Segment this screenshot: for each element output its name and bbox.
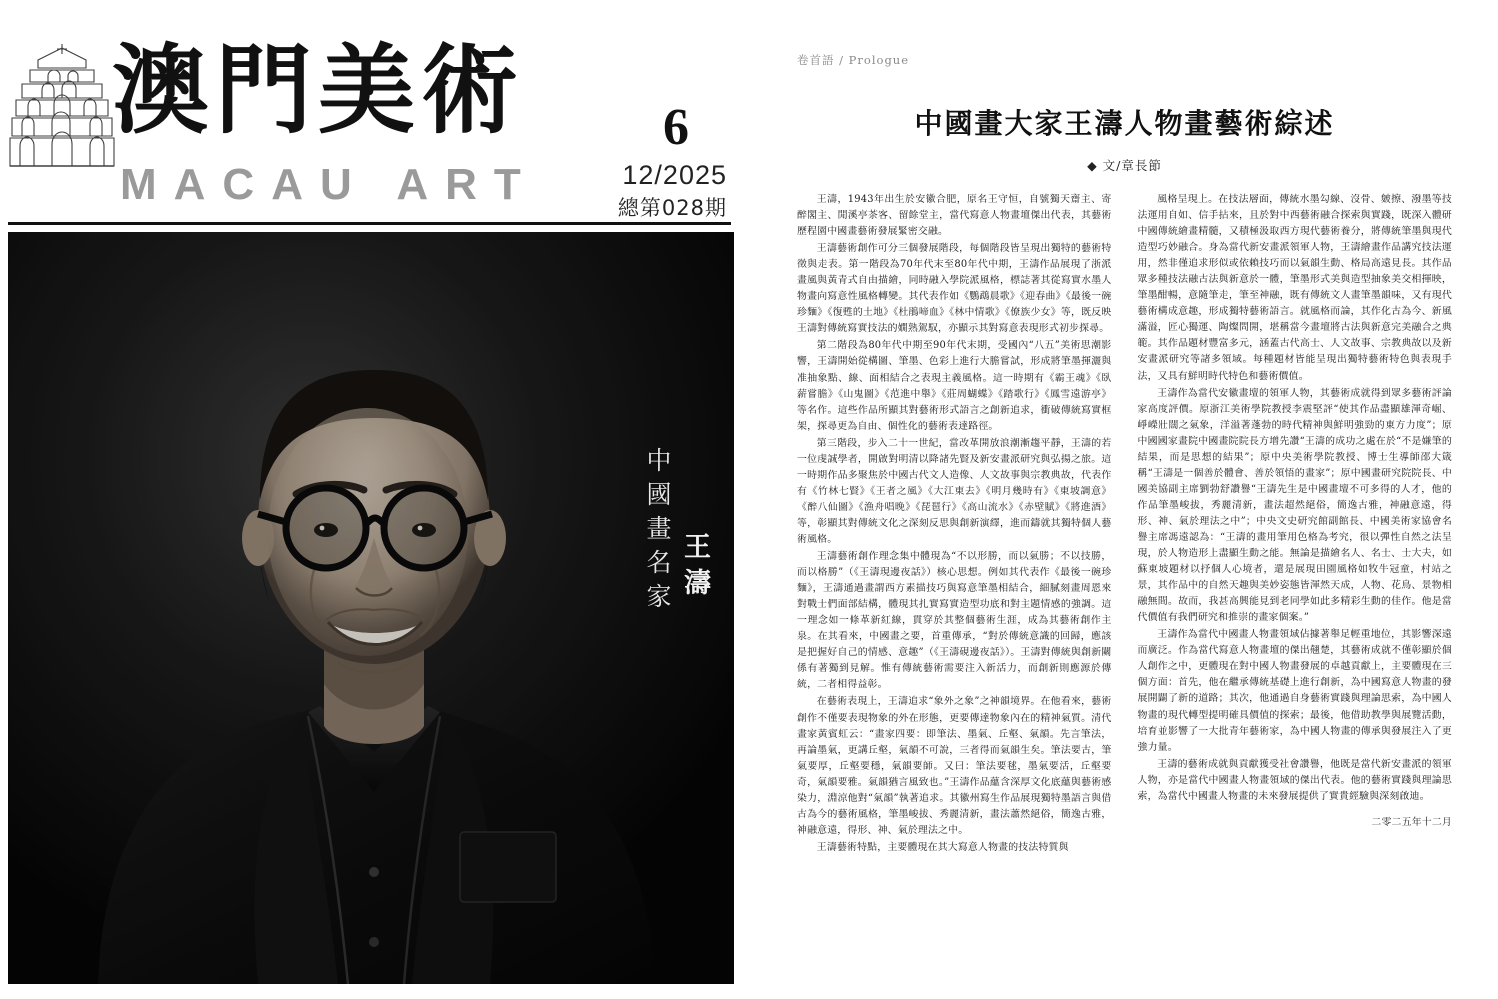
issue-total-number: 總第028期 [617, 196, 727, 220]
article-title: 中國畫大家王濤人物畫藝術綜述 [914, 107, 1335, 140]
article-column-right [1138, 192, 1453, 992]
prologue-label: 卷首語 / Prologue [797, 53, 910, 67]
issue-number: 6 [663, 99, 689, 156]
paragraph: 風格呈現上。在技法層面，傳統水墨勾線、沒骨、皴擦、潑墨等技法運用自如、信手拈來，且於對中西藝術融合探索與實踐，既深入體研中國傳統繪畫精髓，又積極汲取西方現代藝術養分，將傳統筆墨與現代造型巧妙融合。身為當代新安畫派領軍人物，王濤繪畫作品講究技法運用，然非僅追求形似或依賴技巧而以氣韻生動、格局高遠見長。其作品眾多種技法融古法與新意於一體，筆墨形式美與造型抽象美交相揮映，筆墨酣暢，意隨筆走，筆至神融，既有傳統文人畫筆墨韻味，又有現代藝術構成意趣，形成獨特藝術語言。就風格而論，其作化古為今、新風滿溢，匠心獨運、陶燦問開，堪稱當今畫壇將古法與新意完美融合之典範。其作品題材豐富多元，涵蓋古代高士、人文故事、宗教典故以及新安畫派研究等諸多領域。每種題材皆能呈現出獨特藝術特色與表現手法，又具有鮮明時代特色和藝術價值。 [1137, 194, 1452, 382]
paragraph: 王濤藝術創作可分三個發展階段，每個階段皆呈現出獨特的藝術特徵與走表。第一階段為70年代末至80年代中期，王濤作品展現了浙派畫風與黃青式自由描繪，同時融入學院派風格，標誌著其從寫實水墨人物畫向寫意性風格轉變。其代表作如《鸚鵡晨歌》《迎春曲》《最後一碗珍麵》《復甦的土地》《杜鵑啼血》《林中情歌》《僚族少女》等，既反映王濤對傳統寫實技法的嫺熟駕馭，亦顯示其對寫意表現形式初步探尋。 [797, 243, 1112, 335]
paragraph: 王濤，1943年出生於安徽合肥，原名王守恒，自號獨天齋主、寄醉閣主、閒溪亭茶客、留餘堂主，當代寫意人物畫壇傑出代表，其藝術歷程園中國畫藝術發展緊密交融。 [797, 194, 1112, 238]
paragraph: 第二階段為80年代中期至90年代末期，受國內“八五”美術思潮影響，王濤開始從構圖、筆墨、色彩上進行大膽嘗試，形成將筆墨揮灑與准抽象點、線、面相結合之表現主義風格。這一時期有《霸王魂》《臥薪嘗膽》《山鬼圖》《范進中舉》《莊周蝴蝶》《踏歌行》《鳳雪遠游亭》等名作。這些作品所顯其對藝術形式語言之創新追求，衝破傳統寫實框架，探尋更為自由、個性化的藝術表達路徑。 [797, 340, 1112, 432]
cover-photo-artist-name: 王濤 [679, 532, 710, 604]
article-byline: ◆ 文/章長節 [1087, 158, 1162, 173]
article-columns [797, 192, 1452, 992]
macau-ruins-of-st-pauls-icon [8, 40, 116, 170]
paragraph: 王濤藝術特點，主要體現在其大寫意人物畫的技法特質與 [816, 841, 1069, 853]
masthead [0, 0, 749, 228]
page-right-article [749, 0, 1498, 999]
article-column-left [797, 192, 1112, 992]
paragraph: 王濤作為當代安徽畫壇的領軍人物，其藝術成就得到眾多藝術評論家高度評價。原浙江美術學院教授李震堅評“使其作品盡顯雄渾奇崛、崢嶸壯闊之氣象，洋溢著蓬勃的時代精神與鮮明強勁的東方力度”；原中國國家畫院中國畫院院長方增先讚“王濤的成功之處在於“不是嫌筆的結果，而是思想的結果”；原中央美術學院教授、博士生導師邵大箴稱“王濤是一個善於體會、善於領悟的畫家”；原中國畫研究院院長、中國美協副主席劉勃舒讚譽“王濤先生是中國畫壇不可多得的人才，他的作品筆墨峻拔，秀麗清新，畫法超然絕俗，簡逸古雅，神融意遠，得形、神、氣於理法之中”；中央文史研究館副館長、中國美術家協會名譽主席馮遠認為：“王濤的畫用筆用色格為考究，很以彈性自然之法呈現，於人物造形上盡顯生動之能。無論是描繪名人、名士、士大夫，如蘇東坡題材以抒個人心境者，還是展現田園風格如牧牛冠童，村站之景，其作品中的自然天趣與美妙姿態皆渾然天成，人物、花鳥、景物相融無間。故而，我甚高興能見到老同學如此多精彩生動的佳作。他是當代價值有我們研究和推崇的畫家個案。” [1137, 387, 1452, 624]
paragraph: 第三階段，步入二十一世紀，當改革開放浪潮漸趨平靜，王濤的若一位虔誠學者，開啟對明清以降諸先賢及新安畫派研究與弘揚之旅。這一時期作品多聚焦於中國古代文人造像、人文故事與宗教典故，代表作有《竹林七賢》《王者之風》《大江東去》《明月幾時有》《東坡調意》《醉八仙圖》《漁舟唱晚》《琵琶行》《高山流水》《赤壁賦》《將進酒》等，彰顯其對傳統文化之深刻反思與創新演繹，進而鑄就其獨特個人藝術風格。 [797, 437, 1112, 545]
paragraph: 王濤藝術創作理念集中體現為“不以形勝，而以氣勝；不以技勝，而以格勝”（《王濤現邊夜話》）核心思想。例如其代表作《最後一碗珍麵》，王濤通過畫謂西方素描技巧與寫意筆墨相結合，細膩刻畫周恩來對戰士們面部結構，體現其扎實寫實造型功底和對主題情感的強調。這一理念如一條革新紅線，貫穿於其整個藝術生涯，成為其藝術創作主泉。在其看來，中國畫之要，首重傳承，“對於傳統意識的回歸，應該是把握好自己的情感、意趣”（《王濤硯邊夜話》）。王濤對傳統與創新關係有著獨到見解。惟有傳統藝術需要注入新活力，而創新則應源於傳統，二者相得益彰。 [797, 551, 1112, 691]
cover-photo-caption-label: 中國畫名家 [643, 447, 672, 617]
portrait-illustration [8, 232, 734, 984]
magazine-title-en: MACAU ART [120, 160, 538, 209]
article-signature-date: 二零二五年十二月 [1371, 816, 1452, 828]
magazine-title-cn: 澳門美術 [112, 33, 524, 147]
paragraph: 王濤作為當代中國畫人物畫領域佔據著舉足輕重地位，其影響深遠而廣泛。作為當代寫意人物畫壇的傑出翹楚，其藝術成就不僅彰顯於個人創作之中，更體現在對中國人物畫發展的卓越貢獻上，主要體現在三個方面：首先，他在繼承傳統基礎上進行創新，為中國寫意人物畫的發展開闢了新的道路；其次，他通過自身藝術實踐與理論思索，為中國人物畫的現代轉型提明確具價值的探索；最後，他借助教學與展覽活動，培育並影響了一大批青年藝術家，為中國人物畫的傳承與發展注入了更強力量。 [1137, 629, 1452, 753]
paragraph: 在藝術表現上，王濤追求“象外之象”之神韻境界。在他看來，藝術創作不僅要表現物象的外在形態，更要傳達物象內在的精神氣質。清代畫家黃賓虹云：“畫家四要：即筆法、墨氣、丘壑、氣韻。先言筆法，再論墨氣，更講丘壑，氣韻不可說，三者得而氣韻生矣。筆法要古，筆氣要厚，丘壑要穩，氣韻要師。又曰：筆法要毬，墨氣要活，丘壑要奇，氣韻要雅。氣韻猶言風致也。”王濤作品蘊含深厚文化底蘊與藝術感染力，淵涼他對“氣韻”執著追求。其徽州寫生作品展現獨特墨語言與借古為今的藝術風格，筆墨峻拔、秀麗清新，畫法蕭然絕俗，簡逸古雅，神融意遠，得形、神、氣於理法之中。 [797, 696, 1112, 836]
masthead-divider [8, 222, 731, 225]
cover-portrait-photo [8, 232, 734, 984]
issue-date: 12/2025 [622, 160, 727, 190]
paragraph: 王濤的藝術成就與貢獻獲受社會讚譽，他既是當代新安畫派的領軍人物，亦是當代中國畫人物畫領域的傑出代表。他的藝術實踐與理論思索，為當代中國畫人物畫的未來發展提供了實貴經驗與深刻啟迪。 [1137, 758, 1452, 802]
